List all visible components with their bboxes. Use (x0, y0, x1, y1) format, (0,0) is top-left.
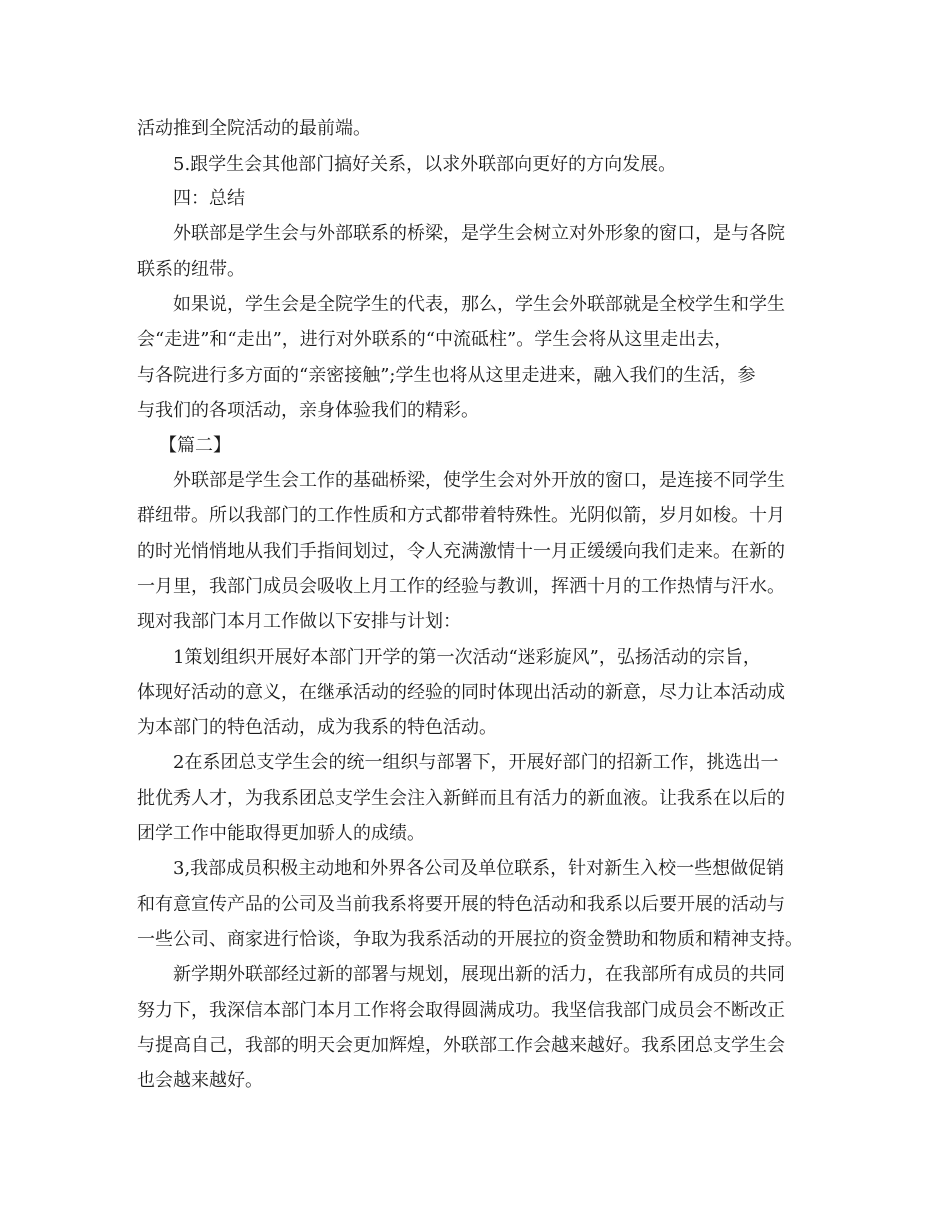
text-line: 与提高自己，我部的明天会更加辉煌，外联部工作会越来越好。我系团总支学生会 (137, 1035, 785, 1056)
text-line: 会“走进”和“走出”，进行对外联系的“中流砥柱”。学生会将从这里走出去， (137, 329, 733, 350)
text-line: 为本部门的特色活动，成为我系的特色活动。 (137, 717, 497, 738)
text-line: 活动推到全院活动的最前端。 (137, 118, 371, 139)
text-line: 联系的纽带。 (137, 259, 245, 280)
text-line: 外联部是学生会与外部联系的桥梁，是学生会树立对外形象的窗口，是与各院 (173, 223, 785, 244)
text-line: 与我们的各项活动，亲身体验我们的精彩。 (137, 400, 479, 421)
text-line: 努力下，我深信本部门本月工作将会取得圆满成功。我坚信我部门成员会不断改正 (137, 1000, 785, 1021)
text-line: 现对我部门本月工作做以下安排与计划： (137, 611, 461, 632)
text-line: 与各院进行多方面的“亲密接触”;学生也将从这里走进来，融入我们的生活，参 (137, 365, 756, 386)
text-line: 也会越来越好。 (137, 1070, 263, 1091)
text-line: 一些公司、商家进行恰谈，争取为我系活动的开展拉的资金赞助和物质和精神支持。 (137, 929, 803, 950)
text-line: 的时光悄悄地从我们手指间划过，令人充满激情十一月正缓缓向我们走来。在新的 (137, 541, 785, 562)
text-line: 团学工作中能取得更加骄人的成绩。 (137, 823, 425, 844)
text-line: 新学期外联部经过新的部署与规划，展现出新的活力，在我部所有成员的共同 (173, 964, 785, 985)
text-line: 一月里，我部门成员会吸收上月工作的经验与教训，挥洒十月的工作热情与汗水。 (137, 576, 785, 597)
list-item-1: 1策划组织开展好本部门开学的第一次活动“迷彩旋风”，弘扬活动的宗旨， (173, 647, 761, 668)
text-line: 群纽带。所以我部门的工作性质和方式都带着特殊性。光阴似箭，岁月如梭。十月 (137, 505, 785, 526)
list-item-3: 3,我部成员积极主动地和外界各公司及单位联系，针对新生入校一些想做促销 (173, 858, 785, 879)
section-heading-part-two: 【篇二】 (159, 435, 231, 456)
text-line: 如果说，学生会是全院学生的代表，那么，学生会外联部就是全校学生和学生 (173, 294, 785, 315)
text-line: 和有意宣传产品的公司及当前我系将要开展的特色活动和我系以后要开展的活动与 (137, 894, 785, 915)
section-heading-summary: 四：总结 (173, 188, 245, 209)
list-item-5: 5.跟学生会其他部门搞好关系，以求外联部向更好的方向发展。 (173, 154, 677, 175)
text-line: 外联部是学生会工作的基础桥梁，使学生会对外开放的窗口，是连接不同学生 (173, 470, 785, 491)
text-line: 批优秀人才，为我系团总支学生会注入新鲜而且有活力的新血液。让我系在以后的 (137, 788, 785, 809)
text-line: 体现好活动的意义，在继承活动的经验的同时体现出活动的新意，尽力让本活动成 (137, 682, 785, 703)
list-item-2: 2在系团总支学生会的统一组织与部署下，开展好部门的招新工作，挑选出一 (173, 752, 779, 773)
